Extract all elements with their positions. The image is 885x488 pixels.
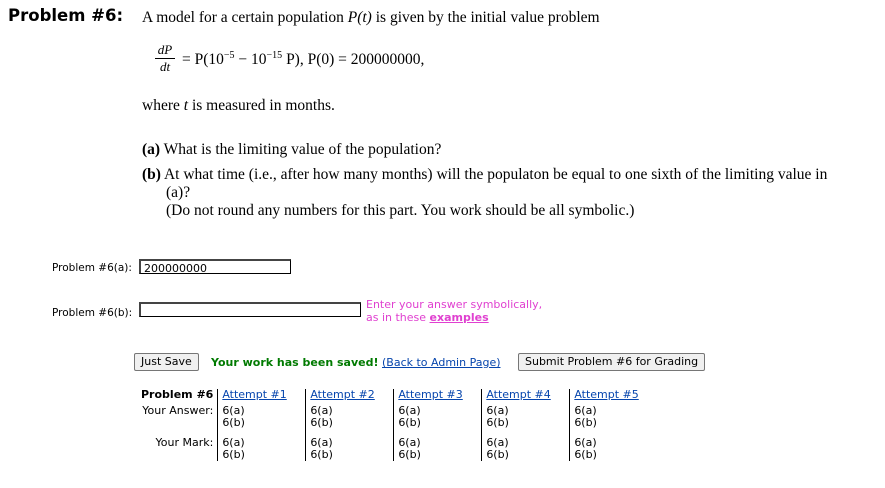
examples-link[interactable]: examples xyxy=(429,311,489,324)
answer-cell: 6(a) 6(b) xyxy=(218,405,306,429)
mark-cell: 6(a) 6(b) xyxy=(482,429,570,461)
answer-a-label: Problem #6(a): xyxy=(52,262,132,274)
attempt-1-link[interactable]: Attempt #1 xyxy=(222,388,287,401)
mark-cell: 6(a) 6(b) xyxy=(218,429,306,461)
question-a: (a) What is the limiting value of the population? xyxy=(142,141,442,158)
mark-cell: 6(a) 6(b) xyxy=(306,429,394,461)
just-save-button[interactable]: Just Save xyxy=(134,353,199,371)
mark-cell: 6(a) 6(b) xyxy=(570,429,658,461)
saved-message: Your work has been saved! xyxy=(211,356,379,369)
your-answer-row xyxy=(137,405,657,429)
answer-cell: 6(a) 6(b) xyxy=(394,405,482,429)
equation-rhs: = $P(10^{-5} - 10^{-15}$ P), P(0) = 200000000, xyxy=(182,50,425,69)
answer-b-label: Problem #6(b): xyxy=(52,307,133,319)
answer-a-input[interactable]: 200000000 xyxy=(139,259,291,274)
your-mark-label: Your Mark: xyxy=(155,436,214,449)
answer-cell: 6(a) 6(b) xyxy=(306,405,394,429)
your-answer-label: Your Answer: xyxy=(142,404,214,417)
hint-text: Enter your answer symbolically, as in these examples xyxy=(366,298,543,324)
submit-grading-button[interactable]: Submit Problem #6 for Grading xyxy=(518,353,705,371)
attempts-header-row xyxy=(137,389,657,405)
attempts-table xyxy=(137,389,657,461)
attempt-5-link[interactable]: Attempt #5 xyxy=(574,388,639,401)
where-text: where t is measured in months. xyxy=(142,97,335,114)
attempt-4-link[interactable]: Attempt #4 xyxy=(486,388,551,401)
derivative-fraction: dP dt xyxy=(155,43,175,74)
mark-cell: 6(a) 6(b) xyxy=(394,429,482,461)
attempt-2-link[interactable]: Attempt #2 xyxy=(310,388,375,401)
problem-title: Problem #6: xyxy=(8,6,124,25)
question-b: (b) At what time (i.e., after how many months) will the populaton be equal to one sixth of the limiting value in (a)? (Do not round any numbers for this part. You work should be all symbolic.) xyxy=(142,166,828,219)
back-to-admin-link[interactable]: (Back to Admin Page) xyxy=(382,356,501,369)
problem-intro: A model for a certain population P(t) is given by the initial value problem xyxy=(142,9,600,26)
answer-cell: 6(a) 6(b) xyxy=(570,405,658,429)
attempts-header-problem: Problem #6 xyxy=(141,388,214,401)
answer-b-input[interactable] xyxy=(139,302,361,317)
your-mark-row xyxy=(137,429,657,461)
attempt-3-link[interactable]: Attempt #3 xyxy=(398,388,463,401)
answer-cell: 6(a) 6(b) xyxy=(482,405,570,429)
